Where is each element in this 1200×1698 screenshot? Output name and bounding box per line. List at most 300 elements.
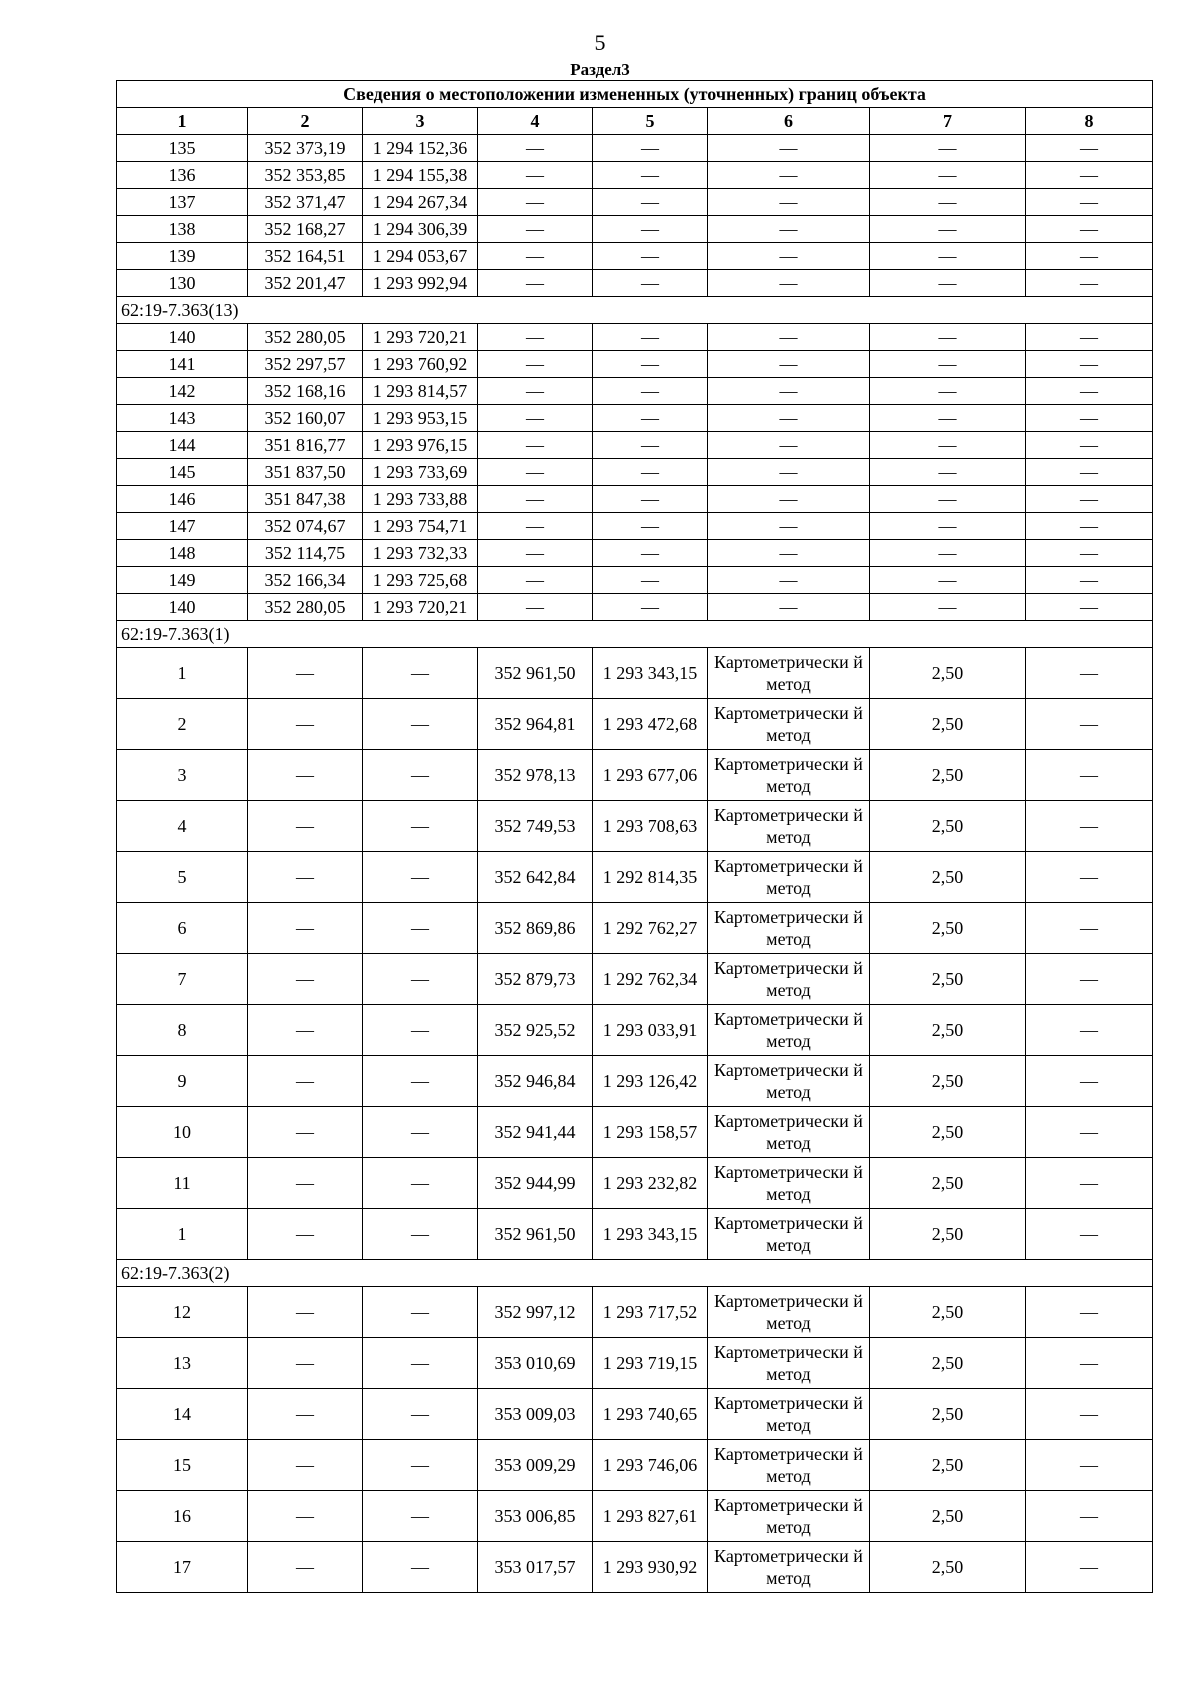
table-cell: — bbox=[708, 351, 870, 378]
table-cell: 2,50 bbox=[870, 1158, 1026, 1209]
table-cell: 1 293 126,42 bbox=[593, 1056, 708, 1107]
table-cell: — bbox=[1026, 216, 1153, 243]
table-cell: — bbox=[593, 405, 708, 432]
table-cell: — bbox=[363, 1491, 478, 1542]
table-cell: — bbox=[1026, 699, 1153, 750]
table-cell: — bbox=[1026, 189, 1153, 216]
table-cell: 1 293 343,15 bbox=[593, 648, 708, 699]
table-cell: — bbox=[1026, 270, 1153, 297]
table-cell: 352 946,84 bbox=[478, 1056, 593, 1107]
table-cell: 16 bbox=[117, 1491, 248, 1542]
table-row bbox=[117, 540, 1153, 567]
table-cell: — bbox=[248, 1056, 363, 1107]
table-cell: — bbox=[363, 1338, 478, 1389]
table-row bbox=[117, 1158, 1153, 1209]
table-cell: — bbox=[1026, 801, 1153, 852]
table-row bbox=[117, 351, 1153, 378]
table-row bbox=[117, 567, 1153, 594]
table-cell: — bbox=[1026, 486, 1153, 513]
table-cell: 1 293 720,21 bbox=[363, 594, 478, 621]
table-cell: 1 294 155,38 bbox=[363, 162, 478, 189]
table-cell: 7 bbox=[117, 954, 248, 1005]
column-number: 2 bbox=[248, 108, 363, 135]
table-cell: 13 bbox=[117, 1338, 248, 1389]
table-cell: — bbox=[363, 852, 478, 903]
table-cell: — bbox=[248, 1287, 363, 1338]
table-cell: 1 293 733,69 bbox=[363, 459, 478, 486]
table-cell: — bbox=[248, 699, 363, 750]
table-cell: — bbox=[1026, 1005, 1153, 1056]
table-cell: — bbox=[1026, 648, 1153, 699]
table-cell: — bbox=[478, 162, 593, 189]
table-cell: — bbox=[708, 324, 870, 351]
table-cell: — bbox=[1026, 324, 1153, 351]
table-cell: 2,50 bbox=[870, 1107, 1026, 1158]
table-cell: 1 292 814,35 bbox=[593, 852, 708, 903]
table-cell: — bbox=[248, 1005, 363, 1056]
table-cell: 352 164,51 bbox=[248, 243, 363, 270]
table-cell: 135 bbox=[117, 135, 248, 162]
table-cell: 353 017,57 bbox=[478, 1542, 593, 1593]
table-cell: — bbox=[1026, 1338, 1153, 1389]
table-cell: 1 293 930,92 bbox=[593, 1542, 708, 1593]
table-cell: Картометрически й метод bbox=[708, 1389, 870, 1440]
table-row bbox=[117, 1491, 1153, 1542]
table-cell: — bbox=[478, 513, 593, 540]
table-cell: — bbox=[248, 903, 363, 954]
table-cell: Картометрически й метод bbox=[708, 699, 870, 750]
table-cell: — bbox=[870, 162, 1026, 189]
table-cell: 352 869,86 bbox=[478, 903, 593, 954]
table-cell: 2,50 bbox=[870, 750, 1026, 801]
table-cell: — bbox=[593, 432, 708, 459]
table-cell: — bbox=[870, 405, 1026, 432]
table-cell: 145 bbox=[117, 459, 248, 486]
table-cell: 1 293 814,57 bbox=[363, 378, 478, 405]
table-cell: — bbox=[708, 216, 870, 243]
table-cell: — bbox=[363, 1440, 478, 1491]
table-cell: — bbox=[248, 1158, 363, 1209]
table-cell: 352 074,67 bbox=[248, 513, 363, 540]
table-cell: — bbox=[478, 486, 593, 513]
table-cell: — bbox=[708, 189, 870, 216]
table-cell: 2 bbox=[117, 699, 248, 750]
table-cell: 1 293 717,52 bbox=[593, 1287, 708, 1338]
table-cell: — bbox=[1026, 954, 1153, 1005]
table-cell: 352 280,05 bbox=[248, 594, 363, 621]
table-cell: — bbox=[1026, 750, 1153, 801]
table-cell: — bbox=[1026, 378, 1153, 405]
table-cell: — bbox=[1026, 1209, 1153, 1260]
table-row bbox=[117, 1389, 1153, 1440]
table-row bbox=[117, 852, 1153, 903]
table-cell: — bbox=[478, 594, 593, 621]
table-caption: Сведения о местоположении измененных (уточненных) границ объекта bbox=[117, 81, 1153, 108]
table-cell: Картометрически й метод bbox=[708, 648, 870, 699]
table-cell: 139 bbox=[117, 243, 248, 270]
table-cell: 2,50 bbox=[870, 954, 1026, 1005]
table-cell: 1 293 472,68 bbox=[593, 699, 708, 750]
table-cell: 351 837,50 bbox=[248, 459, 363, 486]
table-cell: Картометрически й метод bbox=[708, 1542, 870, 1593]
table-cell: — bbox=[248, 1440, 363, 1491]
table-cell: 17 bbox=[117, 1542, 248, 1593]
page-number: 5 bbox=[594, 30, 606, 55]
table-cell: 1 292 762,27 bbox=[593, 903, 708, 954]
table-cell: 2,50 bbox=[870, 1440, 1026, 1491]
column-number: 7 bbox=[870, 108, 1026, 135]
table-cell: 2,50 bbox=[870, 1389, 1026, 1440]
table-cell: — bbox=[870, 243, 1026, 270]
table-cell: 352 160,07 bbox=[248, 405, 363, 432]
table-cell: 353 009,29 bbox=[478, 1440, 593, 1491]
table-cell: — bbox=[593, 270, 708, 297]
table-cell: — bbox=[870, 567, 1026, 594]
table-cell: 352 879,73 bbox=[478, 954, 593, 1005]
table-cell: — bbox=[1026, 1056, 1153, 1107]
table-cell: 4 bbox=[117, 801, 248, 852]
table-cell: — bbox=[363, 1158, 478, 1209]
table-cell: — bbox=[1026, 540, 1153, 567]
table-cell: 136 bbox=[117, 162, 248, 189]
table-cell: 8 bbox=[117, 1005, 248, 1056]
table-cell: — bbox=[478, 567, 593, 594]
table-row bbox=[117, 405, 1153, 432]
table-cell: — bbox=[363, 1209, 478, 1260]
table-cell: — bbox=[363, 903, 478, 954]
table-cell: 1 293 733,88 bbox=[363, 486, 478, 513]
table-cell: 1 293 953,15 bbox=[363, 405, 478, 432]
table-cell: — bbox=[248, 852, 363, 903]
table-cell: 1 293 158,57 bbox=[593, 1107, 708, 1158]
table-cell: 1 293 033,91 bbox=[593, 1005, 708, 1056]
table-cell: — bbox=[248, 1209, 363, 1260]
table-row bbox=[117, 1107, 1153, 1158]
table-body bbox=[117, 81, 1153, 1593]
table-cell: 353 009,03 bbox=[478, 1389, 593, 1440]
table-cell: — bbox=[593, 135, 708, 162]
table-cell: — bbox=[593, 513, 708, 540]
table-cell: 2,50 bbox=[870, 1542, 1026, 1593]
table-cell: — bbox=[870, 189, 1026, 216]
table-cell: Картометрически й метод bbox=[708, 801, 870, 852]
table-cell: 1 293 760,92 bbox=[363, 351, 478, 378]
table-cell: Картометрически й метод bbox=[708, 1005, 870, 1056]
table-cell: Картометрически й метод bbox=[708, 1287, 870, 1338]
table-cell: 1 293 976,15 bbox=[363, 432, 478, 459]
table-cell: — bbox=[478, 189, 593, 216]
table-cell: — bbox=[1026, 1542, 1153, 1593]
table-cell: — bbox=[593, 567, 708, 594]
table-cell: 148 bbox=[117, 540, 248, 567]
column-number: 6 bbox=[708, 108, 870, 135]
table-row bbox=[117, 513, 1153, 540]
table-row bbox=[117, 378, 1153, 405]
table-cell: — bbox=[708, 270, 870, 297]
column-number: 3 bbox=[363, 108, 478, 135]
table-cell: — bbox=[870, 594, 1026, 621]
table-cell: — bbox=[708, 594, 870, 621]
group-header-row bbox=[117, 621, 1153, 648]
table-row bbox=[117, 699, 1153, 750]
group-label: 62:19-7.363(2) bbox=[117, 1260, 1153, 1287]
table-row bbox=[117, 1005, 1153, 1056]
table-cell: 140 bbox=[117, 324, 248, 351]
table-cell: — bbox=[248, 750, 363, 801]
table-cell: 352 925,52 bbox=[478, 1005, 593, 1056]
table-cell: — bbox=[1026, 1491, 1153, 1542]
table-row bbox=[117, 135, 1153, 162]
table-cell: — bbox=[248, 1389, 363, 1440]
table-cell: 1 293 732,33 bbox=[363, 540, 478, 567]
table-cell: — bbox=[478, 405, 593, 432]
column-number: 5 bbox=[593, 108, 708, 135]
table-cell: Картометрически й метод bbox=[708, 852, 870, 903]
table-cell: — bbox=[248, 1542, 363, 1593]
table-cell: — bbox=[870, 432, 1026, 459]
table-cell: — bbox=[1026, 459, 1153, 486]
table-cell: — bbox=[478, 216, 593, 243]
table-cell: — bbox=[870, 270, 1026, 297]
table-cell: — bbox=[708, 540, 870, 567]
table-cell: 352 371,47 bbox=[248, 189, 363, 216]
table-cell: — bbox=[478, 324, 593, 351]
table-cell: Картометрически й метод bbox=[708, 1338, 870, 1389]
group-label: 62:19-7.363(13) bbox=[117, 297, 1153, 324]
table-cell: 352 941,44 bbox=[478, 1107, 593, 1158]
table-cell: — bbox=[593, 378, 708, 405]
table-row bbox=[117, 903, 1153, 954]
table-row bbox=[117, 954, 1153, 1005]
table-row bbox=[117, 1056, 1153, 1107]
table-cell: — bbox=[1026, 594, 1153, 621]
table-cell: 5 bbox=[117, 852, 248, 903]
table-cell: — bbox=[1026, 1440, 1153, 1491]
table-cell: Картометрически й метод bbox=[708, 1491, 870, 1542]
table-cell: — bbox=[708, 459, 870, 486]
table-cell: 141 bbox=[117, 351, 248, 378]
table-cell: 1 293 746,06 bbox=[593, 1440, 708, 1491]
table-cell: 147 bbox=[117, 513, 248, 540]
table-cell: — bbox=[870, 378, 1026, 405]
table-cell: 352 978,13 bbox=[478, 750, 593, 801]
table-cell: — bbox=[708, 243, 870, 270]
table-cell: — bbox=[870, 324, 1026, 351]
table-cell: — bbox=[708, 405, 870, 432]
table-cell: 9 bbox=[117, 1056, 248, 1107]
table-cell: — bbox=[363, 1107, 478, 1158]
table-cell: 144 bbox=[117, 432, 248, 459]
table-cell: 2,50 bbox=[870, 903, 1026, 954]
table-cell: — bbox=[248, 801, 363, 852]
table-cell: — bbox=[708, 135, 870, 162]
table-cell: — bbox=[478, 243, 593, 270]
table-cell: 2,50 bbox=[870, 1491, 1026, 1542]
table-cell: 351 816,77 bbox=[248, 432, 363, 459]
table-cell: — bbox=[363, 1542, 478, 1593]
table-cell: — bbox=[870, 540, 1026, 567]
table-cell: 130 bbox=[117, 270, 248, 297]
table-cell: 352 997,12 bbox=[478, 1287, 593, 1338]
table-cell: 353 010,69 bbox=[478, 1338, 593, 1389]
table-cell: — bbox=[593, 459, 708, 486]
table-cell: Картометрически й метод bbox=[708, 1056, 870, 1107]
table-cell: 138 bbox=[117, 216, 248, 243]
group-label: 62:19-7.363(1) bbox=[117, 621, 1153, 648]
table-cell: 352 114,75 bbox=[248, 540, 363, 567]
group-header-row bbox=[117, 1260, 1153, 1287]
table-cell: 352 168,16 bbox=[248, 378, 363, 405]
table-cell: 2,50 bbox=[870, 1287, 1026, 1338]
table-cell: — bbox=[593, 540, 708, 567]
table-cell: — bbox=[593, 216, 708, 243]
table-cell: — bbox=[1026, 1107, 1153, 1158]
table-row bbox=[117, 1542, 1153, 1593]
table-cell: — bbox=[1026, 1389, 1153, 1440]
table-cell: 1 293 708,63 bbox=[593, 801, 708, 852]
table-row bbox=[117, 432, 1153, 459]
table-cell: — bbox=[593, 162, 708, 189]
table-cell: — bbox=[478, 135, 593, 162]
table-row bbox=[117, 1209, 1153, 1260]
table-cell: — bbox=[248, 648, 363, 699]
table-cell: — bbox=[1026, 405, 1153, 432]
table-cell: 11 bbox=[117, 1158, 248, 1209]
table-cell: 6 bbox=[117, 903, 248, 954]
table-cell: Картометрически й метод bbox=[708, 1107, 870, 1158]
table-cell: 352 964,81 bbox=[478, 699, 593, 750]
table-cell: Картометрически й метод bbox=[708, 954, 870, 1005]
table-cell: 352 168,27 bbox=[248, 216, 363, 243]
table-cell: — bbox=[1026, 852, 1153, 903]
table-row bbox=[117, 270, 1153, 297]
table-cell: Картометрически й метод bbox=[708, 1158, 870, 1209]
table-cell: — bbox=[363, 1056, 478, 1107]
table-cell: — bbox=[363, 699, 478, 750]
table-cell: — bbox=[1026, 1158, 1153, 1209]
table-cell: 15 bbox=[117, 1440, 248, 1491]
table-cell: — bbox=[593, 486, 708, 513]
column-number: 1 bbox=[117, 108, 248, 135]
table-row bbox=[117, 1338, 1153, 1389]
table-cell: 12 bbox=[117, 1287, 248, 1338]
table-cell: 1 bbox=[117, 648, 248, 699]
table-cell: 142 bbox=[117, 378, 248, 405]
table-cell: — bbox=[1026, 135, 1153, 162]
table-row bbox=[117, 162, 1153, 189]
table-cell: — bbox=[870, 459, 1026, 486]
table-cell: 3 bbox=[117, 750, 248, 801]
table-row bbox=[117, 459, 1153, 486]
table-row bbox=[117, 750, 1153, 801]
table-cell: Картометрически й метод bbox=[708, 1440, 870, 1491]
table-cell: — bbox=[248, 1338, 363, 1389]
table-row bbox=[117, 189, 1153, 216]
table-cell: 2,50 bbox=[870, 699, 1026, 750]
table-cell: 2,50 bbox=[870, 1209, 1026, 1260]
table-cell: — bbox=[708, 567, 870, 594]
table-cell: 351 847,38 bbox=[248, 486, 363, 513]
table-row bbox=[117, 243, 1153, 270]
table-row bbox=[117, 216, 1153, 243]
table-cell: — bbox=[248, 1491, 363, 1542]
table-row bbox=[117, 594, 1153, 621]
group-header-row bbox=[117, 297, 1153, 324]
table-row bbox=[117, 648, 1153, 699]
table-cell: 1 bbox=[117, 1209, 248, 1260]
table-cell: 1 294 053,67 bbox=[363, 243, 478, 270]
table-cell: 352 961,50 bbox=[478, 648, 593, 699]
table-cell: 1 293 725,68 bbox=[363, 567, 478, 594]
table-cell: — bbox=[363, 1287, 478, 1338]
table-cell: 352 642,84 bbox=[478, 852, 593, 903]
table-cell: 140 bbox=[117, 594, 248, 621]
table-cell: — bbox=[870, 486, 1026, 513]
table-cell: 353 006,85 bbox=[478, 1491, 593, 1542]
table-cell: — bbox=[708, 432, 870, 459]
table-cell: — bbox=[363, 801, 478, 852]
table-cell: — bbox=[1026, 567, 1153, 594]
table-cell: — bbox=[248, 1107, 363, 1158]
table-cell: 2,50 bbox=[870, 1338, 1026, 1389]
table-cell: 352 961,50 bbox=[478, 1209, 593, 1260]
table-row bbox=[117, 1287, 1153, 1338]
table-row bbox=[117, 324, 1153, 351]
table-cell: 1 293 827,61 bbox=[593, 1491, 708, 1542]
table-cell: — bbox=[478, 432, 593, 459]
table-cell: — bbox=[248, 954, 363, 1005]
column-number: 8 bbox=[1026, 108, 1153, 135]
table-cell: — bbox=[363, 1389, 478, 1440]
column-number: 4 bbox=[478, 108, 593, 135]
table-cell: — bbox=[478, 540, 593, 567]
table-cell: — bbox=[1026, 162, 1153, 189]
table-cell: 1 293 740,65 bbox=[593, 1389, 708, 1440]
table-cell: — bbox=[478, 351, 593, 378]
table-cell: — bbox=[593, 324, 708, 351]
table-cell: — bbox=[1026, 432, 1153, 459]
caption-row bbox=[117, 81, 1153, 108]
table-cell: 1 294 306,39 bbox=[363, 216, 478, 243]
table-cell: 10 bbox=[117, 1107, 248, 1158]
table-cell: — bbox=[593, 189, 708, 216]
table-cell: — bbox=[1026, 513, 1153, 540]
table-cell: 352 297,57 bbox=[248, 351, 363, 378]
table-row bbox=[117, 801, 1153, 852]
table-cell: — bbox=[870, 351, 1026, 378]
coordinates-table bbox=[116, 80, 1153, 1593]
table-cell: Картометрически й метод bbox=[708, 1209, 870, 1260]
table-row bbox=[117, 1440, 1153, 1491]
table-cell: 352 201,47 bbox=[248, 270, 363, 297]
table-cell: 1 293 720,21 bbox=[363, 324, 478, 351]
table-cell: 1 292 762,34 bbox=[593, 954, 708, 1005]
table-cell: — bbox=[1026, 351, 1153, 378]
table-cell: 14 bbox=[117, 1389, 248, 1440]
table-cell: 2,50 bbox=[870, 648, 1026, 699]
table-cell: — bbox=[478, 270, 593, 297]
table-cell: 1 293 343,15 bbox=[593, 1209, 708, 1260]
table-cell: — bbox=[593, 594, 708, 621]
table-cell: — bbox=[593, 351, 708, 378]
table-cell: — bbox=[708, 486, 870, 513]
table-cell: — bbox=[363, 750, 478, 801]
table-cell: 146 bbox=[117, 486, 248, 513]
column-number-row bbox=[117, 108, 1153, 135]
table-cell: Картометрически й метод bbox=[708, 750, 870, 801]
table-cell: 352 353,85 bbox=[248, 162, 363, 189]
table-cell: 1 293 719,15 bbox=[593, 1338, 708, 1389]
